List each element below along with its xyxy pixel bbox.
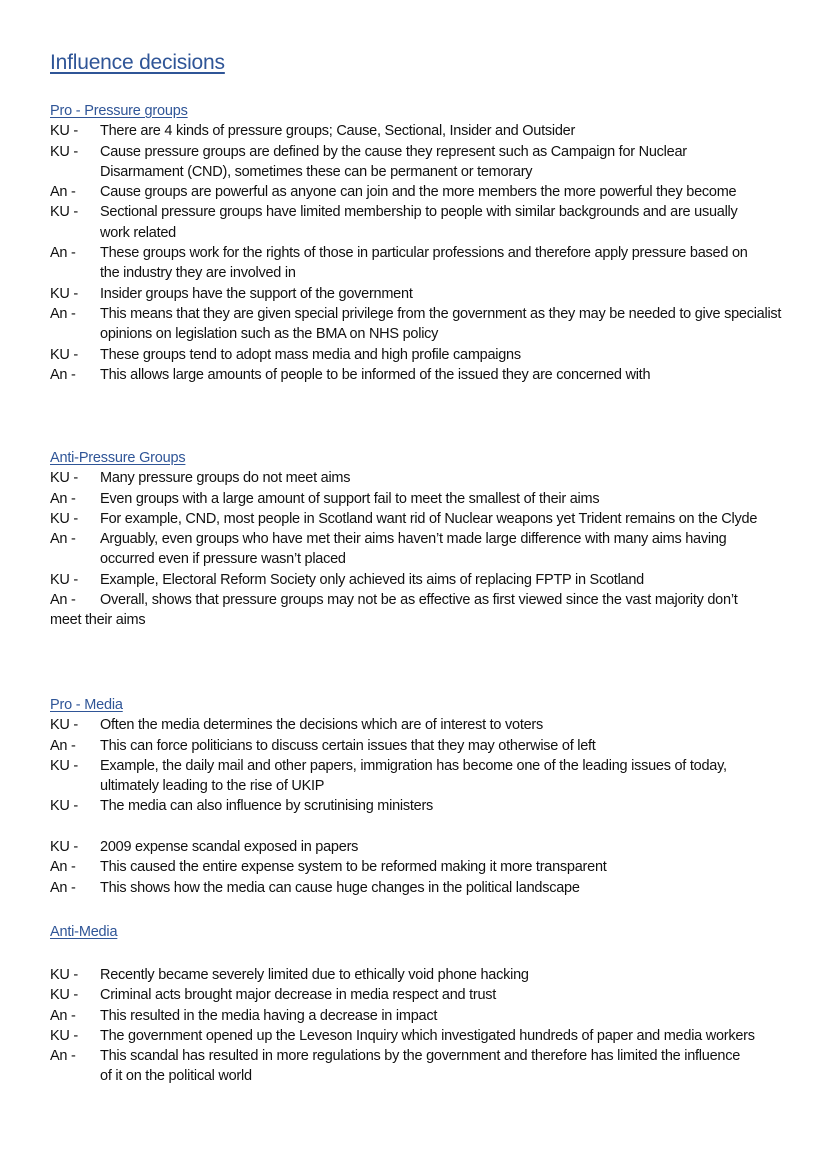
item-text: This means that they are given special privilege from the government as they may be needed to give specialist opinions on legislation such as the BMA on NHS policy	[100, 305, 782, 343]
list-item	[50, 182, 790, 202]
item-tag: KU -	[50, 798, 78, 815]
item-text: These groups tend to adopt mass media and high profile campaigns	[100, 346, 521, 363]
item-text: These groups work for the rights of those in particular professions and therefore apply pressure based on the industry they are involved in	[100, 245, 748, 282]
item-text: This caused the entire expense system to be reformed making it more transparent	[100, 859, 607, 876]
item-text: Insider groups have the support of the government	[100, 285, 413, 302]
spacer	[50, 942, 790, 965]
list-item	[50, 796, 790, 816]
item-tag: An -	[50, 366, 76, 383]
item-text: Example, the daily mail and other papers, immigration has become one of the leading issues of today, ultimately leading to the rise of UKIP	[100, 757, 727, 795]
item-text: Overall, shows that pressure groups may not be as effective as first viewed since the vast majority don’t meet their aims	[50, 592, 738, 629]
item-tag: KU -	[50, 717, 78, 734]
list-item	[50, 1046, 790, 1087]
item-tag: KU -	[50, 987, 78, 1004]
item-text: Often the media determines the decisions which are of interest to voters	[100, 717, 544, 734]
item-tag: An -	[50, 1007, 76, 1024]
item-text: The government opened up the Leveson Inquiry which investigated hundreds of paper and media workers	[100, 1027, 755, 1044]
section-pro-pressure-groups	[50, 101, 790, 385]
list-item	[50, 345, 790, 365]
list-item	[50, 489, 790, 509]
list-item	[50, 837, 790, 857]
item-text: This can force politicians to discuss certain issues that they may otherwise of left	[100, 737, 596, 754]
item-tag: An -	[50, 305, 76, 322]
list-item	[50, 570, 790, 590]
item-tag: An -	[50, 859, 76, 876]
section-heading: Anti-Pressure Groups	[50, 450, 186, 466]
item-tag: KU -	[50, 123, 78, 140]
item-text: Criminal acts brought major decrease in media respect and trust	[100, 987, 497, 1004]
item-tag: An -	[50, 879, 76, 896]
item-text: Many pressure groups do not meet aims	[100, 470, 351, 487]
item-text: This allows large amounts of people to be informed of the issued they are concerned with	[100, 366, 651, 383]
list-item	[50, 284, 790, 304]
list-item	[50, 985, 790, 1005]
list-item	[50, 365, 790, 385]
item-tag: KU -	[50, 571, 78, 588]
spacer	[50, 817, 790, 837]
list-item	[50, 715, 790, 735]
item-text: Example, Electoral Reform Society only achieved its aims of replacing FPTP in Scotland	[100, 571, 644, 588]
list-item	[50, 304, 790, 345]
list-item	[50, 243, 790, 284]
list-item	[50, 509, 790, 529]
item-tag: An -	[50, 1048, 76, 1065]
list-item	[50, 121, 790, 141]
item-tag: An -	[50, 245, 76, 262]
section-heading: Pro - Media	[50, 697, 123, 713]
list-item	[50, 965, 790, 985]
item-text: There are 4 kinds of pressure groups; Cause, Sectional, Insider and Outsider	[100, 123, 576, 140]
item-tag: KU -	[50, 966, 78, 983]
item-text: This resulted in the media having a decrease in impact	[100, 1007, 438, 1024]
list-item	[50, 756, 790, 797]
item-text: For example, CND, most people in Scotland want rid of Nuclear weapons yet Trident remains on the Clyde	[100, 510, 758, 527]
list-item	[50, 468, 790, 488]
item-tag: An -	[50, 737, 76, 754]
section-heading: Pro - Pressure groups	[50, 103, 188, 119]
list-item	[50, 736, 790, 756]
list-item	[50, 529, 790, 570]
item-tag: An -	[50, 490, 76, 507]
item-tag: KU -	[50, 470, 78, 487]
item-tag: An -	[50, 531, 76, 548]
item-text: 2009 expense scandal exposed in papers	[100, 839, 359, 856]
section-heading: Anti-Media	[50, 924, 118, 940]
list-item	[50, 590, 770, 631]
item-tag: KU -	[50, 346, 78, 363]
item-text: Sectional pressure groups have limited membership to people with similar backgrounds and are usually work related	[100, 204, 738, 241]
section-anti-pressure-groups	[50, 448, 790, 631]
list-item	[50, 202, 790, 243]
section-pro-media	[50, 695, 790, 898]
item-tag: KU -	[50, 204, 78, 221]
item-text: Even groups with a large amount of support fail to meet the smallest of their aims	[100, 490, 600, 507]
item-text: This scandal has resulted in more regulations by the government and therefore has limited the influence of it on the political world	[100, 1048, 741, 1085]
item-text: Recently became severely limited due to ethically void phone hacking	[100, 966, 529, 983]
item-tag: KU -	[50, 285, 78, 302]
item-text: Cause pressure groups are defined by the cause they represent such as Campaign for Nuclear Disarmament (CND), sometimes these can be permanent or temorary	[100, 143, 687, 180]
item-tag: An -	[50, 184, 76, 201]
item-tag: KU -	[50, 1027, 78, 1044]
item-tag: An -	[50, 592, 76, 609]
item-tag: KU -	[50, 757, 78, 774]
section-anti-media	[50, 922, 790, 1087]
item-text: The media can also influence by scrutinising ministers	[100, 798, 434, 815]
item-text: Arguably, even groups who have met their aims haven’t made large difference with many aims having occurred even if pressure wasn’t placed	[100, 531, 727, 568]
item-tag: KU -	[50, 143, 78, 160]
list-item	[50, 857, 790, 877]
list-item	[50, 1026, 790, 1046]
list-item	[50, 1006, 790, 1026]
item-tag: KU -	[50, 510, 78, 527]
item-text: Cause groups are powerful as anyone can join and the more members the more powerful they become	[100, 184, 737, 201]
item-text: This shows how the media can cause huge changes in the political landscape	[100, 879, 580, 896]
item-tag: KU -	[50, 839, 78, 856]
list-item	[50, 878, 790, 898]
page-title: Influence decisions	[50, 51, 225, 74]
list-item	[50, 142, 790, 183]
